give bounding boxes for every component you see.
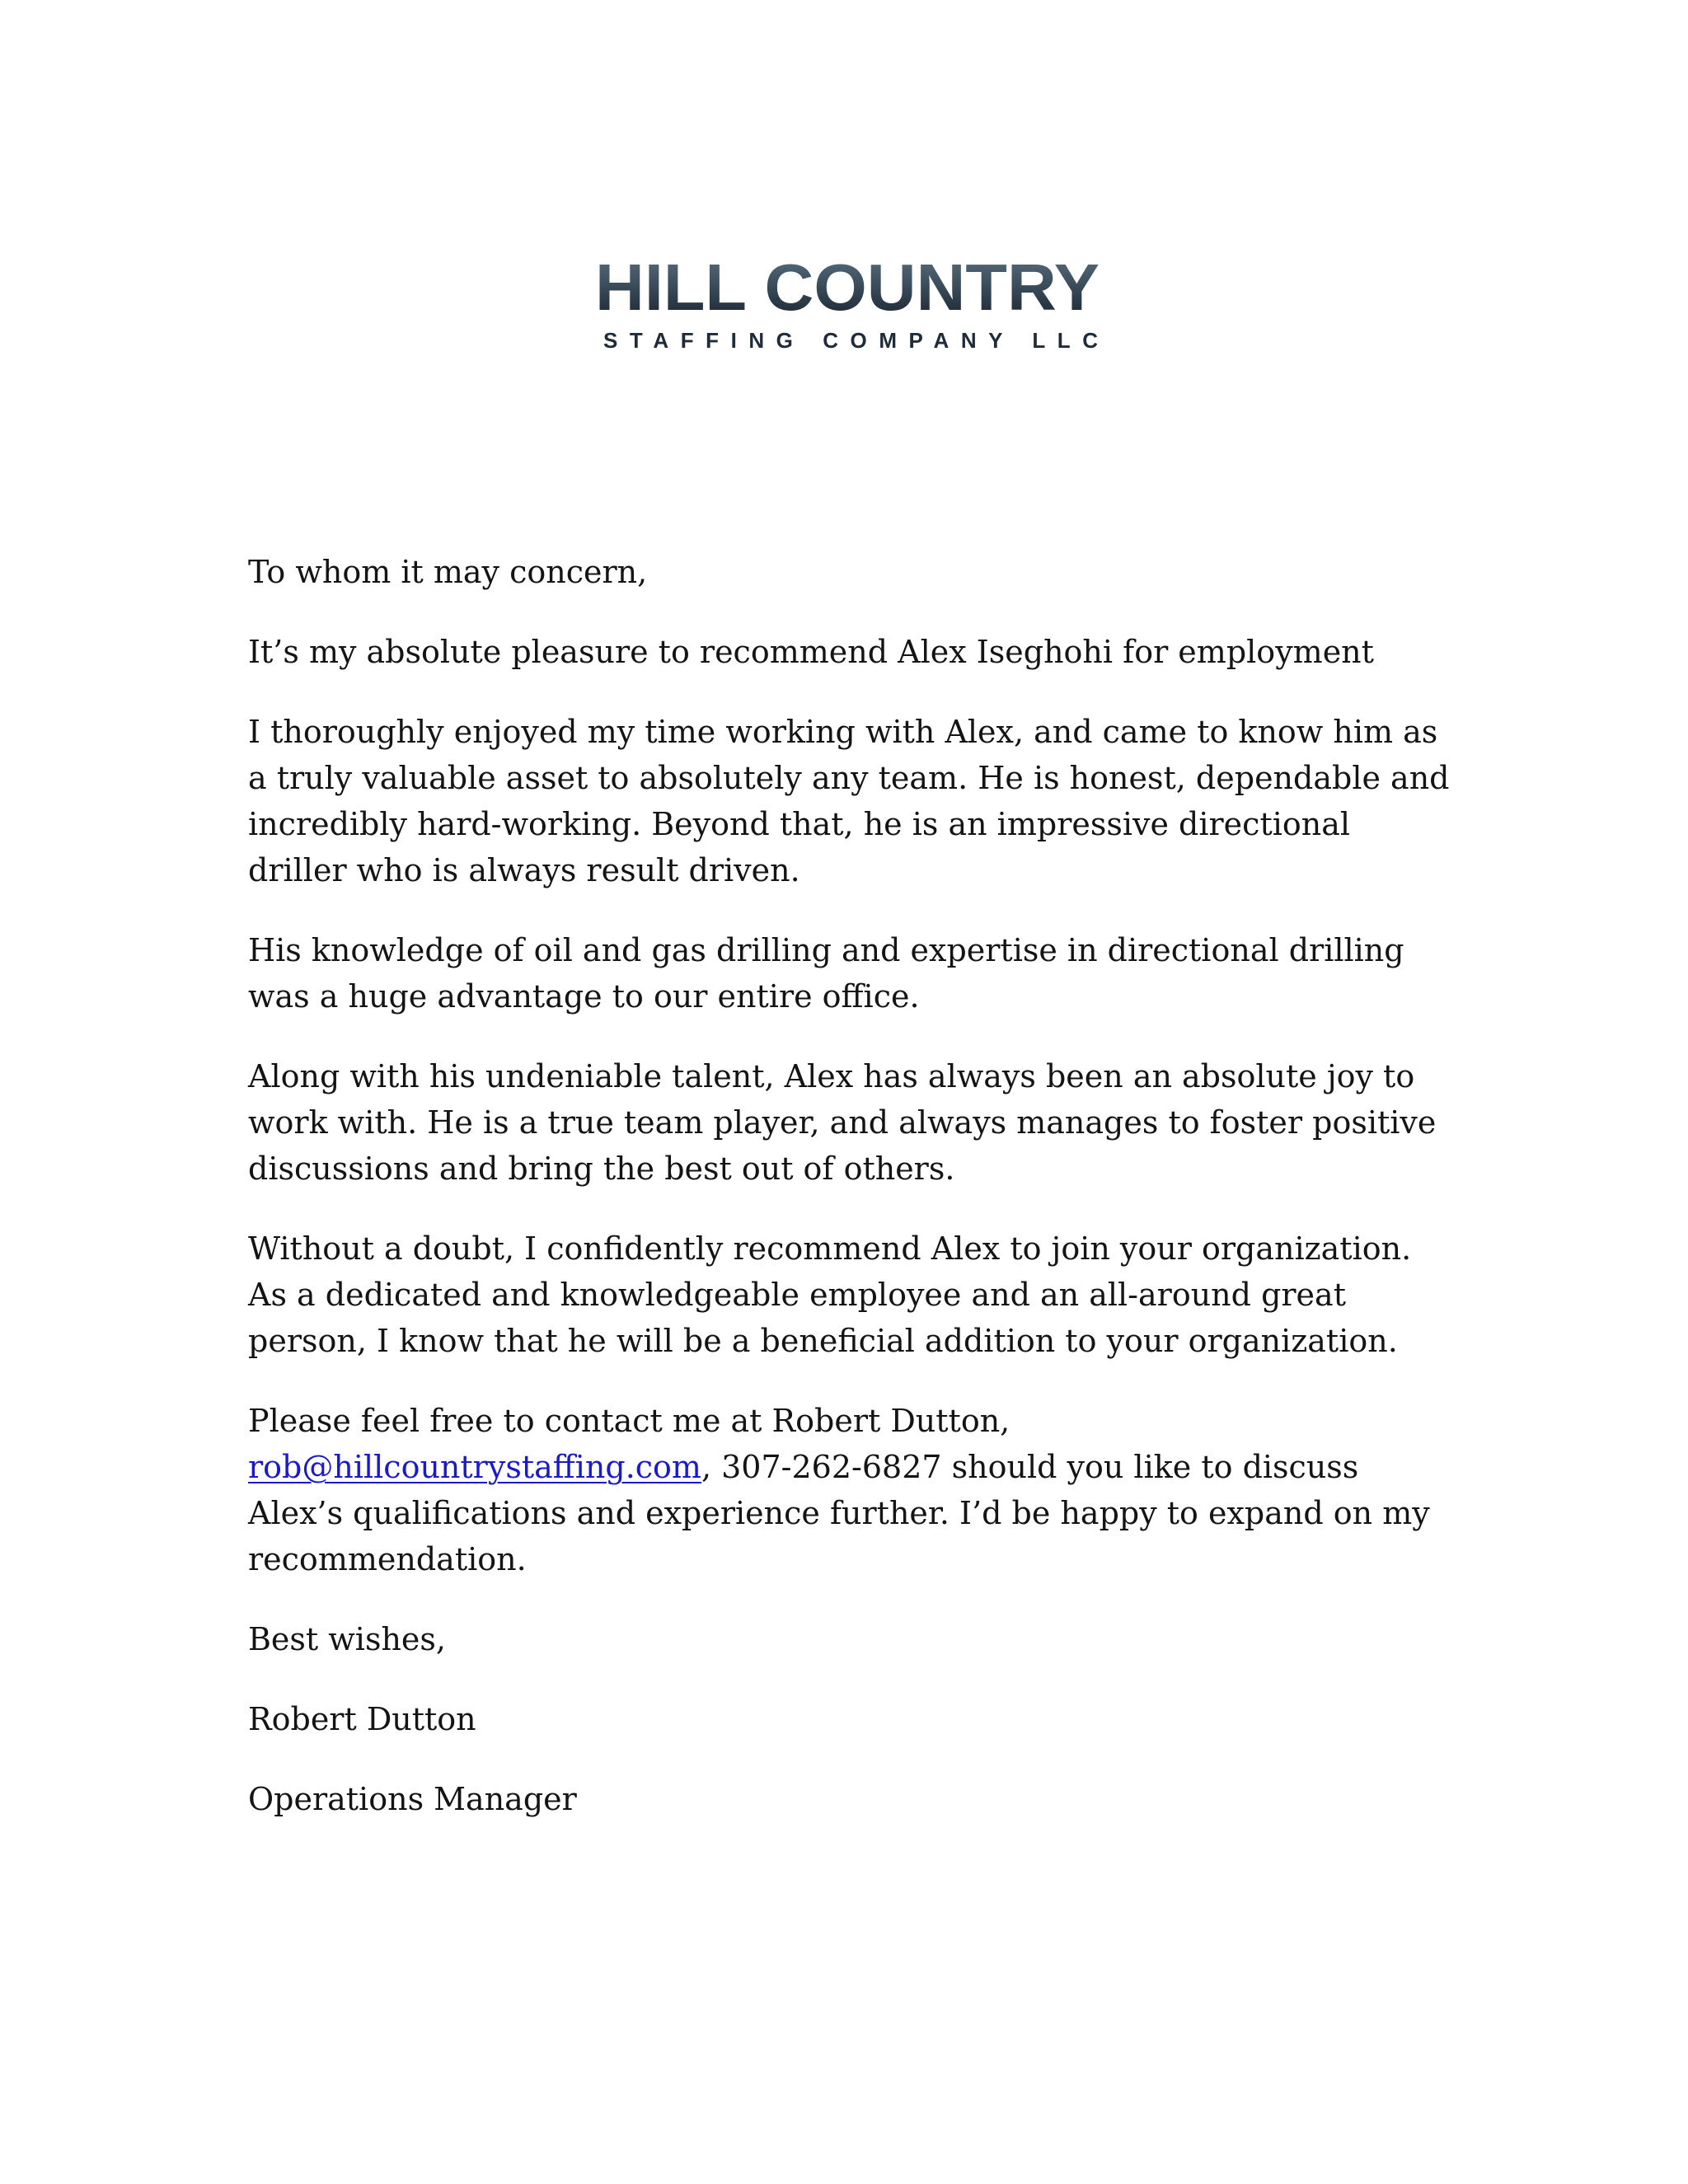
signature-name: Robert Dutton [248,1701,476,1737]
logo-name: HILL COUNTRY [595,252,1100,324]
letter-body [248,549,1460,1856]
paragraph-contact [248,1398,1451,1582]
salutation: To whom it may concern, [248,554,648,590]
closing: Best wishes, [248,1621,446,1657]
email-link[interactable]: rob@hillcountrystaffing.com [248,1449,701,1485]
contact-prefix: Please feel free to contact me at Robert Dutton, [248,1403,1020,1439]
company-logo [592,252,1103,356]
company-logo-graphic [592,252,1103,356]
paragraph-teamwork: Along with his undeniable talent, Alex has always been an absolute joy to work with. He is a true team player, and always manages to foster positive discussions and bring the best out of others. [248,1058,1447,1187]
signature-title: Operations Manager [248,1781,577,1817]
contact-suffix: , 307-262-6827 should you like to discuss Alex’s qualifications and experience further. I’d be happy to expand on my recommendation. [248,1449,1440,1577]
logo-tagline: STAFFING COMPANY LLC [603,328,1098,353]
intro-line: It’s my absolute pleasure to recommend Alex Iseghohi for employment [248,634,1374,670]
paragraph-recommendation: Without a doubt, I confidently recommend Alex to join your organization. As a dedicated and knowledgeable employee and an all-around great person, I know that he will be a beneficial addition to your organization. [248,1230,1432,1359]
paragraph-knowledge: His knowledge of oil and gas drilling and expertise in directional drilling was a huge advantage to our entire office. [248,932,1414,1015]
paragraph-qualities: I thoroughly enjoyed my time working with Alex, and came to know him as a truly valuable asset to absolutely any team. He is honest, dependable and incredibly hard-working. Beyond that, he is an impressive directional driller who is always result driven. [248,714,1460,888]
